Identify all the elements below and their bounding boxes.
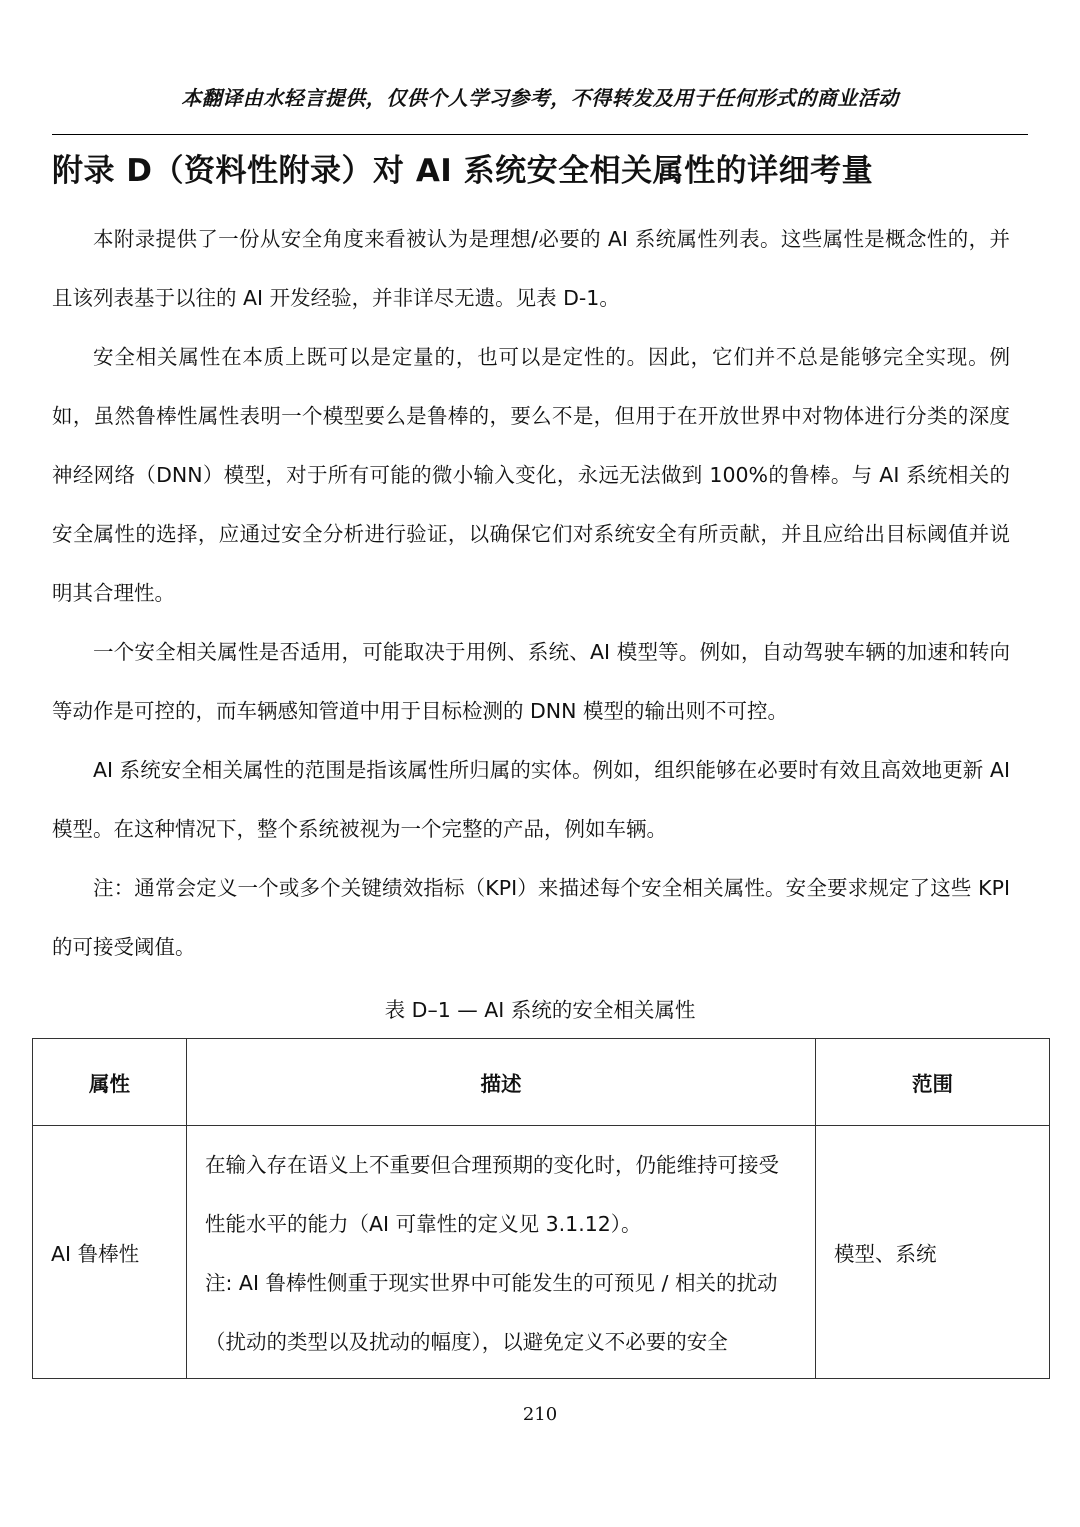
table-header-row <box>33 1039 1050 1126</box>
body-text <box>52 210 1010 977</box>
header-disclaimer: 本翻译由水轻言提供，仅供个人学习参考，不得转发及用于任何形式的商业活动 <box>181 86 899 110</box>
description-note: 注: AI 鲁棒性侧重于现实世界中可能发生的可预见 / 相关的扰动（扰动的类型以及扰动的幅度），以避免定义不必要的安全 <box>205 1271 778 1354</box>
paragraph-applicability: 一个安全相关属性是否适用，可能取决于用例、系统、AI 模型等。例如，自动驾驶车辆的加速和转向等动作是可控的，而车辆感知管道中用于目标检测的 DNN 模型的输出则不可控。 <box>52 640 1010 723</box>
cell-scope: 模型、系统 <box>816 1126 1050 1379</box>
paragraph-intro: 本附录提供了一份从安全角度来看被认为是理想/必要的 AI 系统属性列表。这些属性是概念性的，并且该列表基于以往的 AI 开发经验，并非详尽无遗。见表 D-1。 <box>52 227 1010 310</box>
cell-property: AI 鲁棒性 <box>33 1126 187 1379</box>
page-number: 210 <box>522 1404 558 1425</box>
appendix-title: 附录 D（资料性附录）对 AI 系统安全相关属性的详细考量 <box>52 153 874 189</box>
cell-description <box>187 1126 816 1379</box>
header-divider <box>52 134 1028 135</box>
table-row <box>33 1126 1050 1379</box>
paragraph-note: 注：通常会定义一个或多个关键绩效指标（KPI）来描述每个安全相关属性。安全要求规定了这些 KPI 的可接受阈值。 <box>52 876 1010 959</box>
paragraph-quantitative: 安全相关属性在本质上既可以是定量的，也可以是定性的。因此，它们并不总是能够完全实现。例如，虽然鲁棒性属性表明一个模型要么是鲁棒的，要么不是，但用于在开放世界中对物体进行分类的深度神经网络（DNN）模型，对于所有可能的微小输入变化，永远无法做到 100%的鲁棒。与 AI 系统相关的安全属性的选择，应通过安全分析进行验证，以确保它们对系统安全有所贡献，并且应给出目标阈值并说明其合理性。 <box>52 345 1010 605</box>
column-header-property: 属性 <box>33 1039 187 1126</box>
description-text: 在输入存在语义上不重要但合理预期的变化时，仍能维持可接受性能水平的能力（AI 可靠性的定义见 3.1.12）。 <box>205 1153 779 1236</box>
column-header-description: 描述 <box>187 1039 816 1126</box>
column-header-scope: 范围 <box>816 1039 1050 1126</box>
table-caption: 表 D–1 — AI 系统的安全相关属性 <box>384 998 696 1022</box>
paragraph-scope: AI 系统安全相关属性的范围是指该属性所归属的实体。例如，组织能够在必要时有效且高效地更新 AI 模型。在这种情况下，整个系统被视为一个完整的产品，例如车辆。 <box>52 758 1010 841</box>
safety-properties-table <box>32 1038 1050 1379</box>
